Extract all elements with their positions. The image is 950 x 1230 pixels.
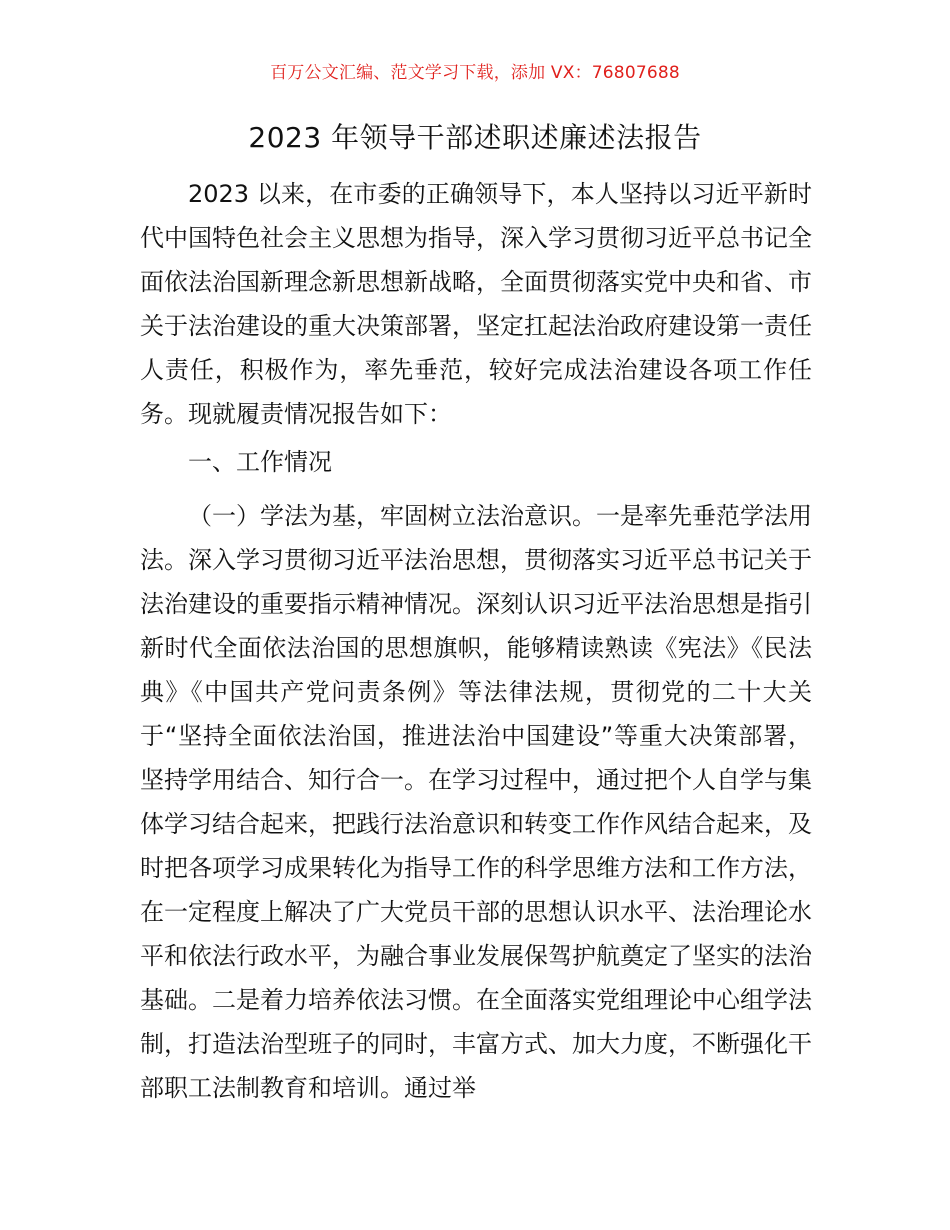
intro-paragraph xyxy=(140,172,812,436)
intro-text: 2023 以来，在市委的正确领导下，本人坚持以习近平新时代中国特色社会主义思想为指导，深入学习贯彻习近平总书记全面依法治国新理念新思想新战略，全面贯彻落实党中央和省、市关于法治建设的重大决策部署，坚定扛起法治政府建设第一责任人责任，积极作为，率先垂范，较好完成法治建设各项工作任务。现就履责情况报告如下： xyxy=(140,180,812,428)
document-title: 2023 年领导干部述职述廉述法报告 xyxy=(248,121,702,154)
section-heading-block xyxy=(140,440,812,484)
watermark-header: 百万公文汇编、范文学习下载，添加 VX：76807688 xyxy=(270,63,680,83)
section-body-paragraph xyxy=(140,494,812,1110)
section-body-text: （一）学法为基，牢固树立法治意识。一是率先垂范学法用法。深入学习贯彻习近平法治思想，贯彻落实习近平总书记关于法治建设的重要指示精神情况。深刻认识习近平法治思想是指引新时代全面依法治国的思想旗帜，能够精读熟读《宪法》《民法典》《中国共产党问责条例》等法律法规，贯彻党的二十大关于“坚持全面依法治国，推进法治中国建设”等重大决策部署，坚持学用结合、知行合一。在学习过程中，通过把个人自学与集体学习结合起来，把践行法治意识和转变工作作风结合起来，及时把各项学习成果转化为指导工作的科学思维方法和工作方法，在一定程度上解决了广大党员干部的思想认识水平、法治理论水平和依法行政水平，为融合事业发展保驾护航奠定了坚实的法治基础。二是着力培养依法习惯。在全面落实党组理论中心组学法制，打造法治型班子的同时，丰富方式、加大力度，不断强化干部职工法制教育和培训。通过举 xyxy=(140,502,812,1102)
section-heading: 一、工作情况 xyxy=(188,448,332,476)
